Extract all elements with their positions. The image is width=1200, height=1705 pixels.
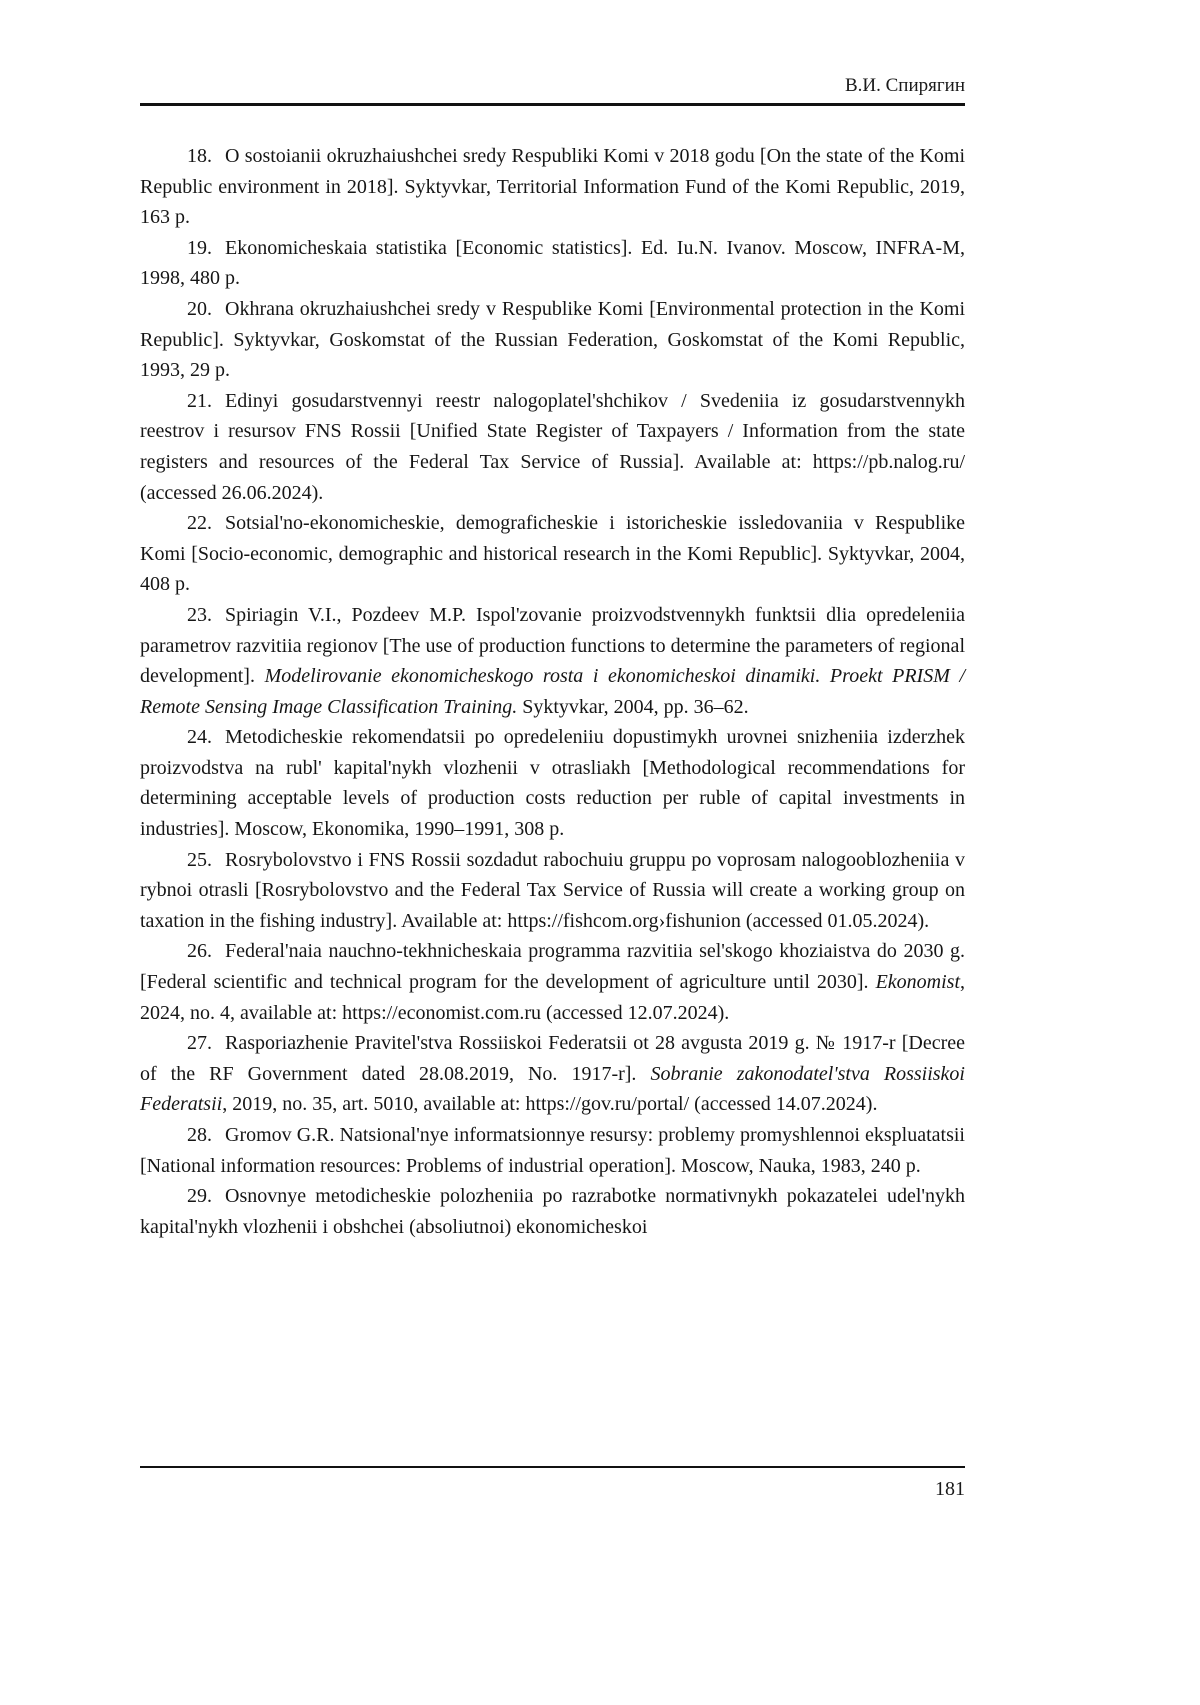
reference-text: Metodicheskie rekomendatsii po opredeleniiu dopustimykh urovnei snizheniia izderzhek proizvodstva na rubl' kapital'nykh vlozhenii v otrasliakh [Methodological recommendations for determining acceptable levels of production costs reduction per ruble of capital investments in industries]. Moscow, Ekonomika, 1990–1991, 308 p. <box>140 726 965 841</box>
reference-text-italic: Ekonomist <box>875 971 960 994</box>
reference-text: O sostoianii okruzhaiushchei sredy Respubliki Komi v 2018 godu [On the state of the Komi Republic environment in 2018]. Syktyvkar, Territorial Information Fund of the Komi Republic, 2019, 163 p. <box>140 145 965 229</box>
reference-number: 22. <box>187 512 212 535</box>
references-list <box>140 141 965 1242</box>
running-header: В.И. Спирягин <box>844 75 965 96</box>
reference-item <box>140 1120 965 1181</box>
reference-text: Syktyvkar, 2004, pp. 36–62. <box>517 695 749 718</box>
reference-number: 21. <box>187 389 212 412</box>
reference-item <box>140 294 965 386</box>
footer-rule <box>140 1466 965 1468</box>
header-rule <box>140 103 965 106</box>
reference-number: 27. <box>187 1032 212 1055</box>
reference-text: Federal'naia nauchno-tekhnicheskaia programma razvitiia sel'skogo khoziaistva do 2030 g. [Federal scientific and technical program for the development of agriculture until 2030]. <box>140 940 965 994</box>
reference-number: 18. <box>187 145 212 167</box>
reference-text: Edinyi gosudarstvennyi reestr nalogoplatel'shchikov / Svedeniia iz gosudarstvennykh reestrov i resursov FNS Rossii [Unified State Register of Taxpayers / Information from the state registers and resources of the Federal Tax Service of Russia]. Available at: https://pb.nalog.ru/ (accessed 26.06.2024). <box>140 389 965 504</box>
reference-number: 19. <box>187 236 212 259</box>
reference-text: Rasporiazhenie Pravitel'stva Rossiiskoi Federatsii ot 28 avgusta 2019 g. № 1917-r [Decree of the RF Government dated 28.08.2019, No. 1917-r]. <box>140 1032 965 1085</box>
reference-text: , 2019, no. 35, art. 5010, available at: https://gov.ru/portal/ (accessed 14.07.2024). <box>222 1093 878 1116</box>
reference-number: 29. <box>187 1185 212 1208</box>
reference-item <box>140 508 965 600</box>
reference-text: Rosrybolovstvo i FNS Rossii sozdadut rabochuiu gruppu po voprosam nalogooblozheniia v rybnoi otrasli [Rosrybolovstvo and the Federal Tax Service of Russia will create a working group on taxation in the fishing industry]. Available at: https://fishcom.org›fishunion (accessed 01.05.2024). <box>140 848 965 932</box>
reference-text: , 2024, no. 4, available at: https://economist.com.ru (accessed 12.07.2024). <box>140 971 965 1024</box>
reference-number: 24. <box>187 726 212 749</box>
reference-item <box>140 233 965 294</box>
reference-number: 23. <box>187 603 212 626</box>
reference-text: Osnovnye metodicheskie polozheniia po razrabotke normativnykh pokazatelei udel'nykh kapital'nykh vlozhenii i obshchei (absoliutnoi) ekonomicheskoi <box>140 1185 965 1238</box>
page-number: 181 <box>935 1478 965 1500</box>
reference-number: 26. <box>187 940 212 963</box>
reference-item <box>140 1181 965 1242</box>
reference-text: Ekonomicheskaia statistika [Economic statistics]. Ed. Iu.N. Ivanov. Moscow, INFRA-M, 1998, 480 p. <box>140 236 965 290</box>
reference-item <box>140 600 965 722</box>
reference-item <box>140 1028 965 1120</box>
reference-text: Gromov G.R. Natsional'nye informatsionnye resursy: problemy promyshlennoi ekspluatatsii [National information resources: Problems of industrial operation]. Moscow, Nauka, 1983, 240 p. <box>140 1124 965 1177</box>
reference-number: 25. <box>187 848 212 871</box>
reference-item <box>140 141 965 233</box>
reference-text-italic: Sobranie zakonodatel'stva Rossiiskoi Federatsii <box>140 1062 965 1116</box>
reference-number: 28. <box>187 1124 212 1146</box>
reference-text: Spiriagin V.I., Pozdeev M.P. Ispol'zovanie proizvodstvennykh funktsii dlia opredeleniia parametrov razvitiia regionov [The use of production functions to determine the parameters of regional development]. <box>140 603 965 688</box>
reference-text: Sotsial'no-ekonomicheskie, demograficheskie i istoricheskie issledovaniia v Respublike Komi [Socio-economic, demographic and historical research in the Komi Republic]. Syktyvkar, 2004, 408 p. <box>140 512 965 596</box>
reference-item <box>140 386 965 508</box>
reference-item <box>140 722 965 844</box>
reference-text-italic: Modelirovanie ekonomicheskogo rosta i ekonomicheskoi dinamiki. Proekt PRISM / Remote Sensing Image Classification Training. <box>140 665 965 718</box>
reference-item <box>140 936 965 1028</box>
reference-text: Okhrana okruzhaiushchei sredy v Respublike Komi [Environmental protection in the Komi Republic]. Syktyvkar, Goskomstat of the Russian Federation, Goskomstat of the Komi Republic, 1993, 29 p. <box>140 297 965 382</box>
reference-item <box>140 845 965 937</box>
reference-number: 20. <box>187 297 212 320</box>
